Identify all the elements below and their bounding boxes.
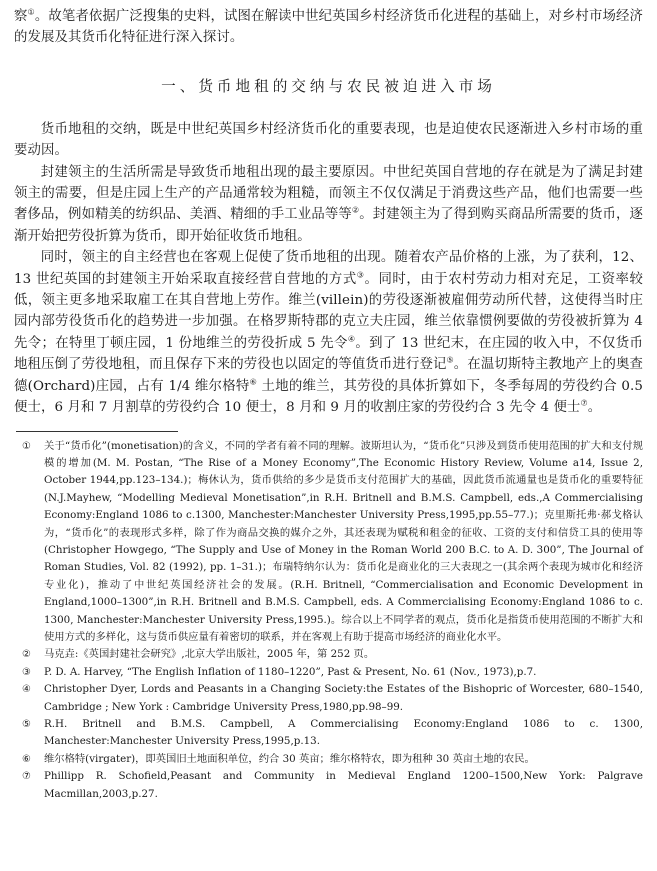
- footnote-text: 维尔格特(virgater)，即英国旧土地面积单位，约合 30 英亩；维尔格特农，即为租种 30 英亩土地的农民。: [44, 752, 535, 765]
- footnote-ref[interactable]: ⑤: [446, 355, 454, 365]
- footnote-number: ③: [22, 666, 31, 678]
- footnote-3: [20, 664, 643, 681]
- paragraph-text: 同时，领主的自主经营也在客观上促使了货币地租的出现。随着农产品价格的上涨，为了获利，12、13 世纪英国的封建领主开始采取直接经营自营地的方式: [14, 250, 643, 287]
- footnote-ref[interactable]: ②: [351, 205, 360, 215]
- footnote-number: ②: [22, 649, 31, 661]
- footnote-text: Christopher Dyer, Lords and Peasants in a Changing Society:the Estates of the Bishopric of Worcester, 680–1540, Cambridge ; New York : Cambridge University Press,1980,pp.98–99.: [44, 683, 643, 713]
- intro-text: 。故笔者依据广泛搜集的史料，试图在解读中世纪英国乡村经济货币化进程的基础上，对乡村市场经济的发展及其货币化特征进行深入探讨。: [14, 9, 643, 46]
- paragraph-text: 货币地租的交纳，既是中世纪英国乡村经济货币化的重要表现，也是迫使农民逐渐进入乡村市场的重要动因。: [14, 121, 643, 159]
- footnote-5: [20, 716, 643, 751]
- paragraph-text: 。在温切斯特主教地产上的奥查德(Orchard)庄园，占有 1/4 维尔格特: [14, 357, 643, 394]
- main-text: [14, 6, 643, 419]
- footnote-text: 马克垚:《英国封建社会研究》,北京大学出版社，2005 年，第 252 页。: [44, 648, 375, 661]
- footnote-2: [20, 646, 643, 663]
- intro-text: 察: [14, 9, 28, 24]
- paragraph-1: [14, 119, 643, 162]
- paragraph-text: 。同时，由于农村劳动力相对充足，工资率较低，领主更多地采取雇工在其自营地上劳作。维兰(villein)的劳役逐渐被雇佣劳动所代替，这使得当时庄园内部劳役货币化的趋势进一步加强。在格罗斯特郡的克立夫庄园，维兰依靠惯例要做的劳役被折算为 4 先令；在特里丁顿庄园，1 份地维兰的劳役折成 5 先令: [14, 271, 643, 351]
- footnotes: [14, 438, 643, 804]
- footnote-7: [20, 768, 643, 803]
- footnote-1: [20, 438, 643, 647]
- paragraph-text: 。到了 13 世纪末，在庄园的收入中，不仅货币地租压倒了劳役地租，而且保存下来的劳役也以固定的等值货币进行登记: [14, 335, 643, 373]
- footnote-ref[interactable]: ①: [27, 7, 35, 17]
- paragraph-3: [14, 247, 643, 418]
- footnote-ref[interactable]: ③: [356, 270, 365, 280]
- footnote-4: [20, 681, 643, 716]
- footnote-ref[interactable]: ⑦: [580, 398, 588, 408]
- footnote-number: ④: [22, 684, 31, 696]
- footnote-6: [20, 751, 643, 768]
- paragraph-text: 。封建领主为了得到购买商品所需要的货币，逐渐开始把劳役折算为货币，即开始征收货币地租。: [14, 207, 643, 244]
- paragraph-text: 土地的维兰，其劳役的具体折算如下，冬季每周的劳役约合 0.5 便士，6 月和 7 月割草的劳役约合 10 便士，8 月和 9 月的收割庄家的劳役约合 3 先令 4 便士: [14, 378, 643, 416]
- footnote-ref[interactable]: ⑥: [249, 377, 258, 387]
- intro-paragraph: [14, 6, 643, 49]
- paragraph-text: 封建领主的生活所需是导致货币地租出现的最主要原因。中世纪英国自营地的存在就是为了满足封建领主的需要，但是庄园上生产的产品通常较为粗糙，而领主不仅仅满足于消费这些产品，他们也需要一些奢侈品，例如精美的纺织品、美酒、精细的手工业品等等: [14, 164, 643, 223]
- paragraph-2: [14, 162, 643, 248]
- footnote-text: 关于“货币化”(monetisation)的含义，不同的学者有着不同的理解。波斯坦认为，“货币化”只涉及到货币使用范围的扩大和支付规模的增加(M. M. Postan, “The Rise of a Money Economy”,The Economic History Review, Volume a14, Issue 2, October 1944,pp.123–134.)；梅休认为，货币供给的多少是货币支付范围扩大的基础，因此货币流通量也是货币化的重要特征(N.J.Mayhew, “Modelling Medieval Monetisation”,in R.H. Britnell and B.M.S. Campbell, eds.,A Commercialising Economy:England 1086 to c.1300, Manchester:Manchester University Press,1995,pp.55–77.)；克里斯托弗·郝戈格认为，“货币化”的表现形式多样，除了作为商品交换的媒介之外，其还表现为赋税和租金的征收、工资的支付和信贷工具的使用等(Christopher Howgego, “The Supply and Use of Money in the Roman World 200 B.C. to A. D. 300”, The Journal of Roman Studies, Vol. 82 (1992), pp. 1–31.)；布瑞特纳尔认为：货币化是商业化的三大表现之一(其余两个表现为城市化和经济专业化)，推动了中世纪英国经济社会的发展。(R.H. Britnell, “Commercialisation and Economic Development in England,1000–1300”,in R.H. Britnell and B.M.S. Campbell, eds. A Commercialising Economy:England 1086 to c. 1300, Manchester:Manchester University Press,1995.)。综合以上不同学者的观点，货币化是指货币使用范围的不断扩大和使用方式的多样化，这与货币供应量有着密切的联系，并在客观上有助于提高市场经济的商业化水平。: [44, 439, 643, 643]
- footnote-text: R.H. Britnell and B.M.S. Campbell, A Commercialising Economy:England 1086 to c. 1300, Manchester:Manchester University Press,1995,p.13.: [44, 718, 643, 748]
- paragraph-text: 。: [587, 400, 602, 416]
- section-heading: 一、货币地租的交纳与农民被迫进入市场: [161, 77, 496, 95]
- footnote-number: ⑤: [22, 719, 31, 730]
- footnote-divider: [16, 431, 178, 432]
- footnote-number: ⑦: [22, 771, 31, 783]
- footnote-number: ①: [22, 440, 31, 452]
- footnote-text: P. D. A. Harvey, “The English Inflation of 1180–1220”, Past & Present, No. 61 (Nov., 1973),p.7.: [44, 665, 537, 678]
- footnote-number: ⑥: [22, 753, 31, 765]
- footnote-text: Phillipp R. Schofield,Peasant and Community in Medieval England 1200–1500,New York: Palgrave Macmillan,2003,p.27.: [44, 770, 643, 800]
- footnote-ref[interactable]: ④: [347, 334, 356, 344]
